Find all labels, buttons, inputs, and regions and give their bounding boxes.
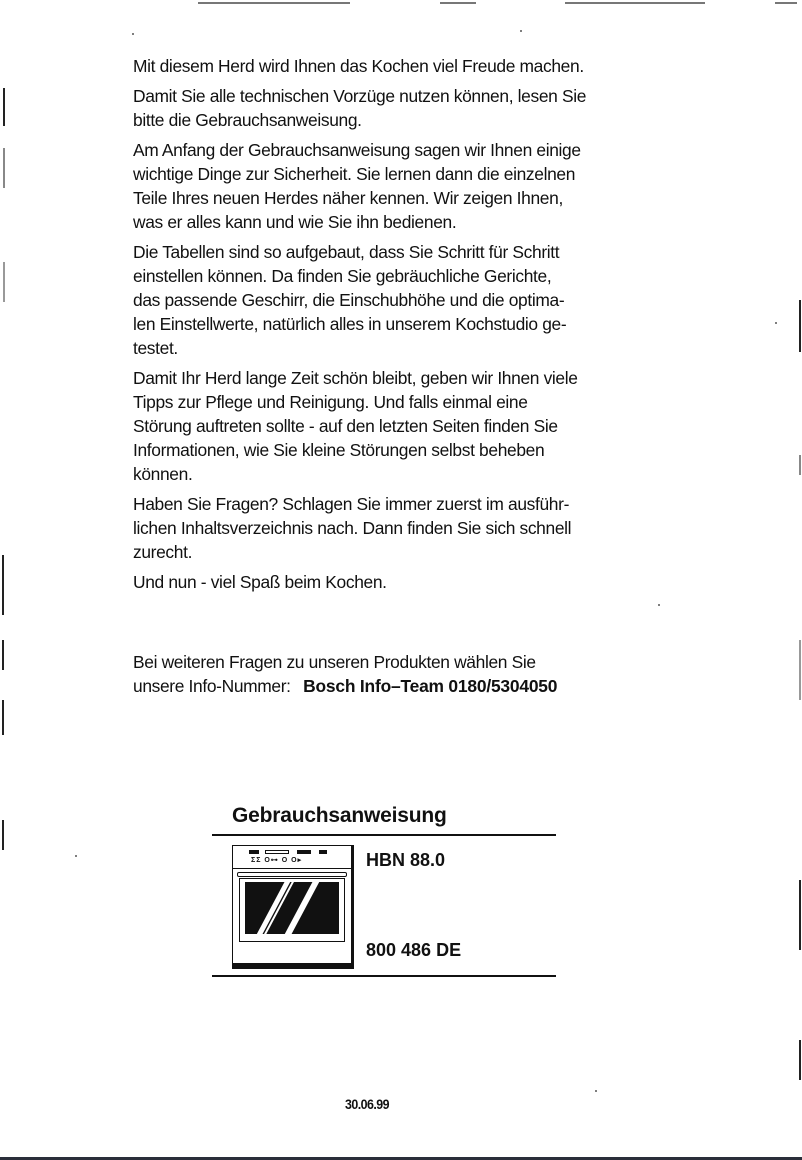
intro-text bbox=[133, 54, 653, 600]
scan-edge-left bbox=[3, 88, 5, 126]
oven-icon bbox=[232, 845, 354, 969]
paragraph-tables: Die Tabellen sind so aufgebaut, dass Sie Schritt für Schritt einstellen können. Da finden Sie gebräuchliche Gerichte, das passende Geschirr, die Einschubhöhe und die optima- len Einstellwerte, natürlich alles in unserem Kochstudio ge- testet. bbox=[133, 242, 567, 358]
divider-top bbox=[212, 834, 556, 836]
display-segment bbox=[297, 850, 311, 854]
display-segment bbox=[265, 850, 289, 854]
scan-speck bbox=[658, 604, 660, 606]
scan-edge-left bbox=[2, 820, 4, 850]
paragraph-care: Damit Ihr Herd lange Zeit schön bleibt, geben wir Ihnen viele Tipps zur Pflege und Reinigung. Und falls einmal eine Störung auftreten sollte - auf den letzten Seiten finden Sie Informationen, wie Sie kleine Störungen selbst beheben können. bbox=[133, 368, 578, 484]
info-prefix: unsere Info-Nummer: bbox=[133, 676, 291, 696]
divider-bottom bbox=[212, 975, 556, 977]
scan-edge-right bbox=[799, 300, 801, 352]
paragraph-safety: Am Anfang der Gebrauchsanweisung sagen wir Ihnen einige wichtige Dinge zur Sicherheit. Sie lernen dann die einzelnen Teile Ihres neuen Herdes näher kennen. Wir zeigen Ihnen, was er alles kann und wie Sie ihn bedienen. bbox=[133, 140, 581, 232]
scan-edge-right bbox=[799, 880, 801, 950]
scan-edge-left bbox=[3, 148, 5, 188]
paragraph-closing: Und nun - viel Spaß beim Kochen. bbox=[133, 572, 387, 592]
scan-edge-left bbox=[2, 555, 4, 615]
oven-window bbox=[245, 882, 339, 934]
scan-artifact-top bbox=[565, 2, 705, 4]
scan-speck bbox=[132, 33, 134, 35]
scan-artifact-top bbox=[775, 2, 797, 4]
scan-edge-right bbox=[799, 455, 801, 475]
paragraph-read-manual: Damit Sie alle technischen Vorzüge nutzen können, lesen Sie bitte die Gebrauchsanweisung. bbox=[133, 86, 587, 130]
info-hotline-block bbox=[133, 650, 693, 698]
scan-edge-left bbox=[3, 262, 5, 302]
scan-edge-left bbox=[2, 700, 4, 735]
scan-edge-right bbox=[799, 1040, 801, 1080]
display-segment bbox=[249, 850, 259, 854]
scan-edge-right bbox=[799, 640, 801, 700]
scan-edge-left bbox=[2, 640, 4, 670]
display-segment bbox=[319, 850, 327, 854]
oven-handle bbox=[237, 872, 347, 877]
print-date: 30.06.99 bbox=[345, 1097, 389, 1112]
model-number: HBN 88.0 bbox=[366, 850, 446, 870]
info-line bbox=[133, 674, 693, 698]
oven-control-panel bbox=[233, 846, 351, 869]
scan-speck bbox=[75, 855, 77, 857]
scan-artifact-top bbox=[440, 2, 476, 4]
scan-speck bbox=[775, 322, 777, 324]
paragraph-questions: Haben Sie Fragen? Schlagen Sie immer zuerst im ausführ- lichen Inhaltsverzeichnis nach. Dann finden Sie sich schnell zurecht. bbox=[133, 494, 572, 562]
scan-artifact-top bbox=[198, 2, 350, 4]
knob-symbols: ΣΣ O⊶ O O▸ bbox=[251, 857, 303, 864]
paragraph-welcome: Mit diesem Herd wird Ihnen das Kochen viel Freude machen. bbox=[133, 56, 584, 76]
hotline-number: Bosch Info–Team 0180/5304050 bbox=[303, 676, 558, 696]
cover-title: Gebrauchsanweisung bbox=[232, 804, 447, 827]
part-number: 800 486 DE bbox=[366, 940, 462, 960]
info-line: Bei weiteren Fragen zu unseren Produkten wählen Sie bbox=[133, 652, 536, 672]
scan-speck bbox=[595, 1090, 597, 1092]
scan-speck bbox=[520, 30, 522, 32]
